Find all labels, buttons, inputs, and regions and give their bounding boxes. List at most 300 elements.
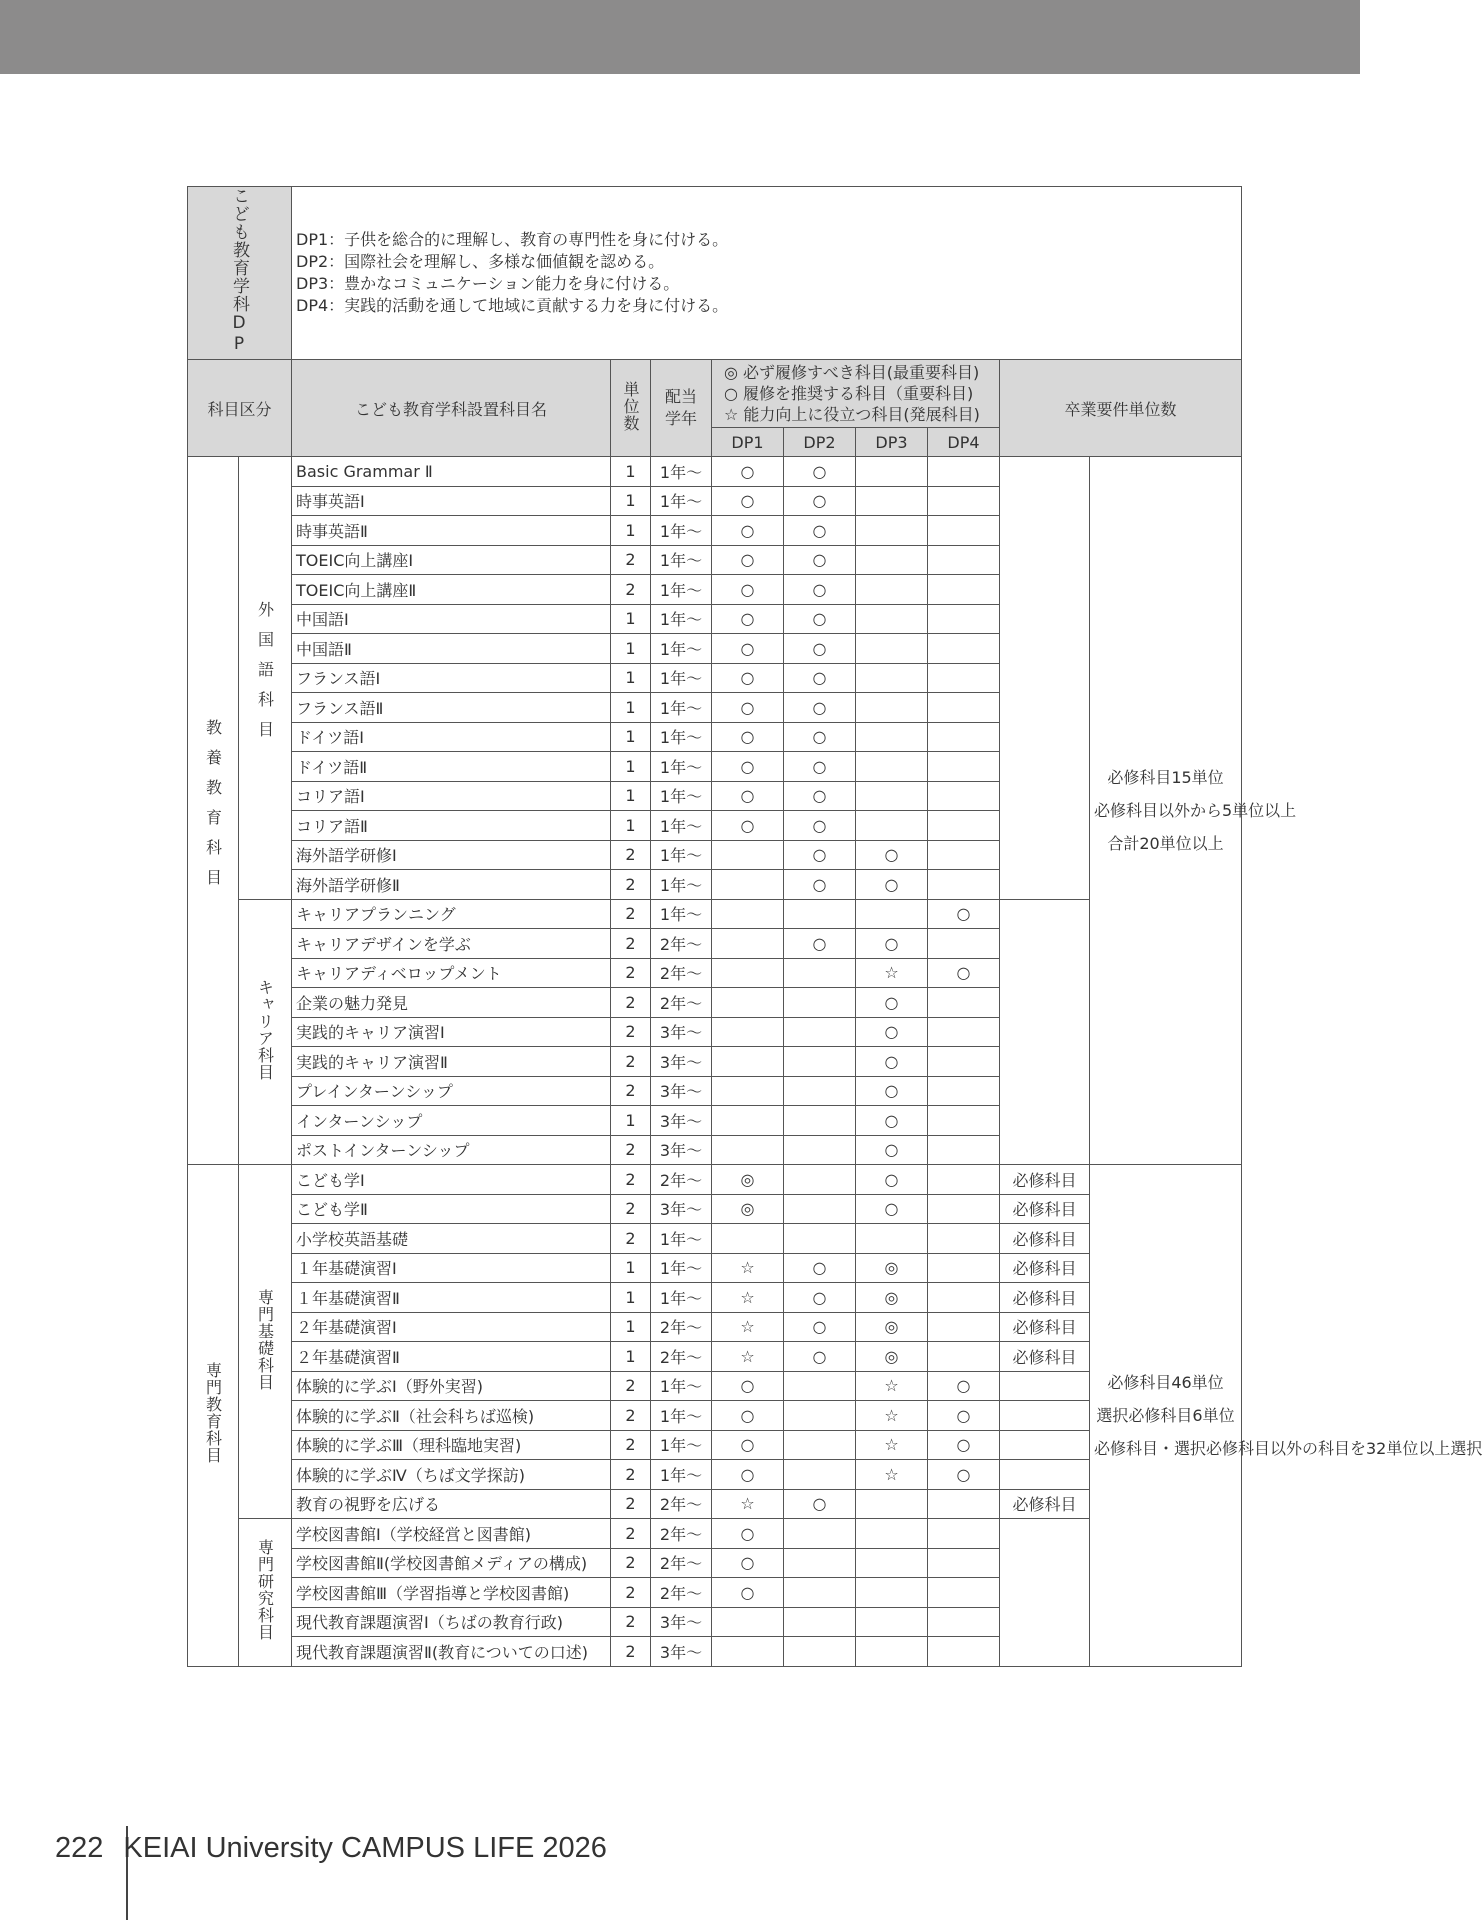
course-dp4-mark xyxy=(928,486,1000,516)
course-dp4-mark xyxy=(928,1165,1000,1195)
course-dp3-mark xyxy=(856,693,928,723)
course-dp4-mark xyxy=(928,1519,1000,1549)
course-year: 1年～ xyxy=(651,516,712,546)
course-dp2-mark: ○ xyxy=(784,840,856,870)
header-dp4: DP4 xyxy=(928,428,1000,457)
course-year: 3年～ xyxy=(651,1047,712,1077)
course-dp3-mark: ○ xyxy=(856,1165,928,1195)
course-credits: 2 xyxy=(611,1489,651,1519)
course-dp3-mark xyxy=(856,663,928,693)
course-year: 2年～ xyxy=(651,929,712,959)
course-dp4-mark xyxy=(928,781,1000,811)
course-dp1-mark: ◎ xyxy=(712,1165,784,1195)
course-year: 1年～ xyxy=(651,1283,712,1313)
course-dp3-mark: ○ xyxy=(856,988,928,1018)
course-dp4-mark xyxy=(928,870,1000,900)
course-year: 1年～ xyxy=(651,663,712,693)
course-dp3-mark: ○ xyxy=(856,1135,928,1165)
course-credits: 1 xyxy=(611,604,651,634)
course-required-flag xyxy=(1000,1460,1090,1490)
graduation-requirement-senmon xyxy=(1090,1165,1482,1667)
dp2-definition: DP2：国際社会を理解し、多様な価値観を認める。 xyxy=(296,252,665,271)
course-dp2-mark: ○ xyxy=(784,1489,856,1519)
course-dp3-mark xyxy=(856,1489,928,1519)
course-dp4-mark xyxy=(928,1194,1000,1224)
course-required-flag: 必修科目 xyxy=(1000,1342,1090,1372)
course-dp1-mark: ☆ xyxy=(712,1489,784,1519)
course-dp1-mark: ○ xyxy=(712,722,784,752)
course-name: １年基礎演習Ⅰ xyxy=(292,1253,611,1283)
header-year-cell xyxy=(651,360,712,457)
course-required-flag: 必修科目 xyxy=(1000,1489,1090,1519)
course-dp4-mark: ○ xyxy=(928,899,1000,929)
course-credits: 2 xyxy=(611,1371,651,1401)
course-dp1-mark: ◎ xyxy=(712,1194,784,1224)
group-gaikokugo-cell xyxy=(239,457,292,900)
page-footer xyxy=(55,1832,607,1865)
dp1-definition: DP1：子供を総合的に理解し、教育の専門性を身に付ける。 xyxy=(296,230,729,249)
course-dp2-mark xyxy=(784,1460,856,1490)
course-dp2-mark: ○ xyxy=(784,663,856,693)
course-dp3-mark xyxy=(856,575,928,605)
course-dp1-mark xyxy=(712,1106,784,1136)
course-required-flag: 必修科目 xyxy=(1000,1194,1090,1224)
course-name: 時事英語Ⅱ xyxy=(292,516,611,546)
header-dp2: DP2 xyxy=(784,428,856,457)
course-dp3-mark: ○ xyxy=(856,1076,928,1106)
dp3-definition: DP3：豊かなコミュニケーション能力を身に付ける。 xyxy=(296,274,680,293)
course-credits: 2 xyxy=(611,988,651,1018)
course-dp1-mark: ○ xyxy=(712,1519,784,1549)
course-name: キャリアデザインを学ぶ xyxy=(292,929,611,959)
course-dp2-mark xyxy=(784,1637,856,1667)
course-name: 体験的に学ぶⅢ（理科臨地実習) xyxy=(292,1430,611,1460)
course-name: TOEIC向上講座Ⅱ xyxy=(292,575,611,605)
course-dp4-mark: ○ xyxy=(928,1371,1000,1401)
course-dp3-mark: ◎ xyxy=(856,1312,928,1342)
group-career: キャリア科目 xyxy=(255,978,275,1081)
table-row xyxy=(188,1489,1242,1519)
course-dp1-mark xyxy=(712,1224,784,1254)
course-dp1-mark: ○ xyxy=(712,486,784,516)
graduation-requirement-line: 必修科目15単位 xyxy=(1107,768,1224,787)
course-dp3-mark: ○ xyxy=(856,929,928,959)
course-dp2-mark: ○ xyxy=(784,1342,856,1372)
course-dp1-mark: ○ xyxy=(712,516,784,546)
course-dp4-mark xyxy=(928,1017,1000,1047)
course-dp3-mark xyxy=(856,781,928,811)
course-dp4-mark xyxy=(928,722,1000,752)
course-dp3-mark xyxy=(856,634,928,664)
course-credits: 2 xyxy=(611,1548,651,1578)
top-banner xyxy=(0,0,1360,74)
course-dp4-mark xyxy=(928,1135,1000,1165)
course-year: 2年～ xyxy=(651,1342,712,1372)
course-year: 2年～ xyxy=(651,1312,712,1342)
course-dp3-mark: ◎ xyxy=(856,1253,928,1283)
course-credits: 1 xyxy=(611,634,651,664)
course-dp1-mark: ○ xyxy=(712,663,784,693)
course-year: 1年～ xyxy=(651,752,712,782)
course-dp1-mark: ☆ xyxy=(712,1312,784,1342)
course-credits: 1 xyxy=(611,663,651,693)
course-dp1-mark xyxy=(712,1076,784,1106)
course-credits: 2 xyxy=(611,575,651,605)
course-dp1-mark xyxy=(712,1135,784,1165)
course-name: 学校図書館Ⅱ(学校図書館メディアの構成) xyxy=(292,1548,611,1578)
course-credits: 2 xyxy=(611,1224,651,1254)
course-year: 3年～ xyxy=(651,1637,712,1667)
course-name: 中国語Ⅱ xyxy=(292,634,611,664)
header-credits-cell xyxy=(611,360,651,457)
table-row xyxy=(188,1430,1242,1460)
course-name: 体験的に学ぶⅠ（野外実習) xyxy=(292,1371,611,1401)
graduation-requirement-line: 選択必修科目6単位 xyxy=(1096,1405,1235,1425)
course-credits: 2 xyxy=(611,1637,651,1667)
table-row xyxy=(188,1165,1242,1195)
course-credits: 1 xyxy=(611,752,651,782)
course-year: 1年～ xyxy=(651,1401,712,1431)
course-year: 1年～ xyxy=(651,545,712,575)
course-year: 1年～ xyxy=(651,840,712,870)
course-dp2-mark: ○ xyxy=(784,575,856,605)
course-dp3-mark xyxy=(856,1519,928,1549)
course-credits: 2 xyxy=(611,1430,651,1460)
course-year: 1年～ xyxy=(651,634,712,664)
course-dp2-mark: ○ xyxy=(784,722,856,752)
course-dp3-mark: ◎ xyxy=(856,1342,928,1372)
course-dp1-mark xyxy=(712,988,784,1018)
course-dp1-mark xyxy=(712,1607,784,1637)
header-dp1: DP1 xyxy=(712,428,784,457)
course-dp4-mark xyxy=(928,1283,1000,1313)
dp-label: こども教育学科DP xyxy=(229,187,249,355)
group-kenkyu-cell xyxy=(239,1519,292,1667)
course-dp1-mark: ○ xyxy=(712,575,784,605)
course-dp1-mark: ☆ xyxy=(712,1342,784,1372)
course-dp1-mark: ○ xyxy=(712,604,784,634)
course-credits: 2 xyxy=(611,1017,651,1047)
course-name: ドイツ語Ⅰ xyxy=(292,722,611,752)
course-dp2-mark: ○ xyxy=(784,516,856,546)
course-dp1-mark: ○ xyxy=(712,1430,784,1460)
course-year: 1年～ xyxy=(651,722,712,752)
table-row xyxy=(188,1194,1242,1224)
course-dp4-mark xyxy=(928,545,1000,575)
course-year: 1年～ xyxy=(651,870,712,900)
course-dp2-mark xyxy=(784,1401,856,1431)
legend-advanced: ☆ 能力向上に役立つ科目(発展科目) xyxy=(724,405,980,424)
course-credits: 2 xyxy=(611,1519,651,1549)
course-dp1-mark: ○ xyxy=(712,1548,784,1578)
course-year: 1年～ xyxy=(651,693,712,723)
course-credits: 2 xyxy=(611,1194,651,1224)
course-dp2-mark xyxy=(784,1430,856,1460)
course-name: 体験的に学ぶⅡ（社会科ちば巡検) xyxy=(292,1401,611,1431)
course-dp3-mark: ○ xyxy=(856,1106,928,1136)
legend-important: ○ 履修を推奨する科目（重要科目) xyxy=(724,384,974,403)
course-name: 実践的キャリア演習Ⅱ xyxy=(292,1047,611,1077)
course-dp4-mark: ○ xyxy=(928,1401,1000,1431)
course-required-flag: 必修科目 xyxy=(1000,1224,1090,1254)
course-dp4-mark xyxy=(928,1076,1000,1106)
graduation-requirement-line: 必修科目46単位 xyxy=(1107,1372,1224,1392)
course-name: 実践的キャリア演習Ⅰ xyxy=(292,1017,611,1047)
course-dp4-mark xyxy=(928,1548,1000,1578)
course-dp2-mark: ○ xyxy=(784,752,856,782)
course-name: TOEIC向上講座Ⅰ xyxy=(292,545,611,575)
course-dp4-mark xyxy=(928,752,1000,782)
course-required-flag: 必修科目 xyxy=(1000,1283,1090,1313)
course-dp4-mark xyxy=(928,693,1000,723)
course-dp4-mark xyxy=(928,516,1000,546)
table-row xyxy=(188,1342,1242,1372)
course-credits: 1 xyxy=(611,1283,651,1313)
course-dp3-mark xyxy=(856,604,928,634)
course-credits: 2 xyxy=(611,899,651,929)
course-name: ポストインターンシップ xyxy=(292,1135,611,1165)
course-dp1-mark xyxy=(712,1017,784,1047)
course-credits: 1 xyxy=(611,1312,651,1342)
legend-most-important: ◎ 必ず履修すべき科目(最重要科目) xyxy=(724,363,980,382)
course-name: フランス語Ⅰ xyxy=(292,663,611,693)
graduation-requirement-line: 合計20単位以上 xyxy=(1107,834,1224,853)
header-credits: 単位数 xyxy=(621,380,640,432)
course-dp1-mark: ○ xyxy=(712,693,784,723)
course-dp4-mark xyxy=(928,663,1000,693)
course-year: 3年～ xyxy=(651,1017,712,1047)
course-dp2-mark: ○ xyxy=(784,604,856,634)
table-row xyxy=(188,1371,1242,1401)
course-name: 現代教育課題演習Ⅰ（ちばの教育行政) xyxy=(292,1607,611,1637)
course-dp1-mark: ○ xyxy=(712,752,784,782)
course-dp1-mark: ○ xyxy=(712,634,784,664)
dp-definitions xyxy=(292,187,1242,360)
course-credits: 1 xyxy=(611,516,651,546)
course-dp3-mark: ☆ xyxy=(856,1401,928,1431)
course-credits: 2 xyxy=(611,929,651,959)
course-required-flag: 必修科目 xyxy=(1000,1253,1090,1283)
course-dp4-mark xyxy=(928,1224,1000,1254)
course-year: 1年～ xyxy=(651,604,712,634)
course-year: 3年～ xyxy=(651,1135,712,1165)
course-dp2-mark xyxy=(784,1165,856,1195)
course-year: 1年～ xyxy=(651,1253,712,1283)
course-year: 1年～ xyxy=(651,1430,712,1460)
group-career-cell xyxy=(239,899,292,1165)
course-year: 3年～ xyxy=(651,1106,712,1136)
course-dp2-mark xyxy=(784,1076,856,1106)
course-dp4-mark xyxy=(928,457,1000,487)
course-name: ２年基礎演習Ⅰ xyxy=(292,1312,611,1342)
course-name: キャリアプランニング xyxy=(292,899,611,929)
course-dp1-mark xyxy=(712,840,784,870)
table-row xyxy=(188,1224,1242,1254)
course-year: 3年～ xyxy=(651,1607,712,1637)
course-dp3-mark: ☆ xyxy=(856,1460,928,1490)
course-dp2-mark: ○ xyxy=(784,811,856,841)
course-dp4-mark xyxy=(928,1578,1000,1608)
course-dp3-mark xyxy=(856,1578,928,1608)
course-dp2-mark xyxy=(784,958,856,988)
course-dp1-mark xyxy=(712,899,784,929)
course-credits: 2 xyxy=(611,840,651,870)
course-credits: 2 xyxy=(611,1047,651,1077)
course-dp3-mark xyxy=(856,1607,928,1637)
group-kiso-cell xyxy=(239,1165,292,1519)
group-kiso: 専門基礎科目 xyxy=(255,1288,275,1391)
course-year: 2年～ xyxy=(651,1165,712,1195)
course-name: コリア語Ⅰ xyxy=(292,781,611,811)
course-credits: 2 xyxy=(611,545,651,575)
course-name: 中国語Ⅰ xyxy=(292,604,611,634)
course-dp1-mark: ○ xyxy=(712,811,784,841)
course-name: コリア語Ⅱ xyxy=(292,811,611,841)
course-dp2-mark xyxy=(784,1135,856,1165)
course-dp3-mark xyxy=(856,752,928,782)
course-credits: 2 xyxy=(611,1578,651,1608)
course-dp4-mark: ○ xyxy=(928,958,1000,988)
course-dp3-mark: ○ xyxy=(856,1017,928,1047)
course-dp2-mark: ○ xyxy=(784,634,856,664)
course-dp1-mark: ○ xyxy=(712,1578,784,1608)
group-senmon-cell xyxy=(188,1165,239,1667)
course-year: 2年～ xyxy=(651,958,712,988)
course-required-flag: 必修科目 xyxy=(1000,1165,1090,1195)
course-credits: 1 xyxy=(611,1342,651,1372)
dp-label-cell xyxy=(188,187,292,360)
group-senmon: 専門教育科目 xyxy=(203,1362,223,1465)
course-dp3-mark xyxy=(856,516,928,546)
course-dp3-mark xyxy=(856,722,928,752)
table-row xyxy=(188,1460,1242,1490)
course-name: 教育の視野を広げる xyxy=(292,1489,611,1519)
course-dp1-mark: ○ xyxy=(712,457,784,487)
course-dp1-mark xyxy=(712,1047,784,1077)
group-kenkyu: 専門研究科目 xyxy=(255,1539,275,1642)
course-dp3-mark xyxy=(856,545,928,575)
dp-course-table xyxy=(187,186,1482,1667)
course-credits: 1 xyxy=(611,1106,651,1136)
footer-title: KEIAI University CAMPUS LIFE 2026 xyxy=(123,1832,607,1864)
course-name: Basic Grammar Ⅱ xyxy=(292,457,611,487)
table-row xyxy=(188,1312,1242,1342)
course-year: 2年～ xyxy=(651,1519,712,1549)
course-dp1-mark: ○ xyxy=(712,1401,784,1431)
course-name: キャリアディベロップメント xyxy=(292,958,611,988)
course-year: 2年～ xyxy=(651,1578,712,1608)
course-dp4-mark xyxy=(928,1312,1000,1342)
course-year: 3年～ xyxy=(651,1194,712,1224)
course-name: 体験的に学ぶⅣ（ちば文学探訪) xyxy=(292,1460,611,1490)
course-year: 1年～ xyxy=(651,811,712,841)
course-year: 1年～ xyxy=(651,781,712,811)
course-dp1-mark: ○ xyxy=(712,545,784,575)
course-dp2-mark xyxy=(784,1519,856,1549)
course-name: こども学Ⅰ xyxy=(292,1165,611,1195)
course-name: 海外語学研修Ⅱ xyxy=(292,870,611,900)
course-dp1-mark xyxy=(712,929,784,959)
course-credits: 1 xyxy=(611,486,651,516)
course-dp1-mark xyxy=(712,1637,784,1667)
course-dp4-mark xyxy=(928,1342,1000,1372)
course-name: 学校図書館Ⅲ（学習指導と学校図書館) xyxy=(292,1578,611,1608)
course-dp4-mark xyxy=(928,1106,1000,1136)
course-year: 3年～ xyxy=(651,1076,712,1106)
course-dp4-mark xyxy=(928,1047,1000,1077)
course-credits: 1 xyxy=(611,457,651,487)
course-dp2-mark: ○ xyxy=(784,870,856,900)
course-dp1-mark xyxy=(712,870,784,900)
course-dp2-mark xyxy=(784,988,856,1018)
course-credits: 2 xyxy=(611,1135,651,1165)
table-row xyxy=(188,1519,1242,1549)
course-name: インターンシップ xyxy=(292,1106,611,1136)
course-dp3-mark: ☆ xyxy=(856,958,928,988)
table-row xyxy=(188,457,1242,487)
course-dp1-mark: ☆ xyxy=(712,1283,784,1313)
course-dp4-mark xyxy=(928,575,1000,605)
course-year: 1年～ xyxy=(651,899,712,929)
course-dp4-mark xyxy=(928,1489,1000,1519)
course-dp3-mark: ○ xyxy=(856,840,928,870)
header-year: 配当学年 xyxy=(664,387,697,428)
course-year: 1年～ xyxy=(651,486,712,516)
course-credits: 2 xyxy=(611,1401,651,1431)
course-credits: 1 xyxy=(611,722,651,752)
group-gaikokugo: 外国語科目 xyxy=(255,600,275,751)
table-row xyxy=(188,1253,1242,1283)
course-dp2-mark xyxy=(784,1194,856,1224)
course-year: 1年～ xyxy=(651,1460,712,1490)
course-required-flag xyxy=(1000,1401,1090,1431)
course-name: ２年基礎演習Ⅱ xyxy=(292,1342,611,1372)
course-dp2-mark: ○ xyxy=(784,486,856,516)
course-dp2-mark: ○ xyxy=(784,781,856,811)
course-name: こども学Ⅱ xyxy=(292,1194,611,1224)
course-name: フランス語Ⅱ xyxy=(292,693,611,723)
table-row xyxy=(188,1283,1242,1313)
course-dp4-mark: ○ xyxy=(928,1430,1000,1460)
required-blank-kenkyu xyxy=(1000,1519,1090,1667)
course-year: 2年～ xyxy=(651,1548,712,1578)
group-kyoyo-cell xyxy=(188,457,239,1165)
course-credits: 2 xyxy=(611,1076,651,1106)
course-dp4-mark xyxy=(928,929,1000,959)
required-blank-career xyxy=(1000,899,1090,1165)
course-credits: 2 xyxy=(611,1460,651,1490)
course-dp3-mark xyxy=(856,899,928,929)
course-name: 学校図書館Ⅰ（学校経営と図書館) xyxy=(292,1519,611,1549)
course-year: 1年～ xyxy=(651,1371,712,1401)
course-required-flag xyxy=(1000,1430,1090,1460)
course-credits: 2 xyxy=(611,1165,651,1195)
graduation-requirement-kyoyo xyxy=(1090,457,1297,1165)
course-name: 企業の魅力発見 xyxy=(292,988,611,1018)
course-dp3-mark xyxy=(856,1224,928,1254)
course-credits: 1 xyxy=(611,1253,651,1283)
course-dp2-mark: ○ xyxy=(784,693,856,723)
graduation-requirement-line: 必修科目以外から5単位以上 xyxy=(1094,801,1297,820)
course-dp2-mark: ○ xyxy=(784,1253,856,1283)
course-dp3-mark: ○ xyxy=(856,1194,928,1224)
course-name: 時事英語Ⅰ xyxy=(292,486,611,516)
header-course-name: こども教育学科設置科目名 xyxy=(292,360,611,457)
course-dp1-mark: ○ xyxy=(712,781,784,811)
course-year: 2年～ xyxy=(651,988,712,1018)
course-dp3-mark: ○ xyxy=(856,1047,928,1077)
course-dp2-mark: ○ xyxy=(784,545,856,575)
